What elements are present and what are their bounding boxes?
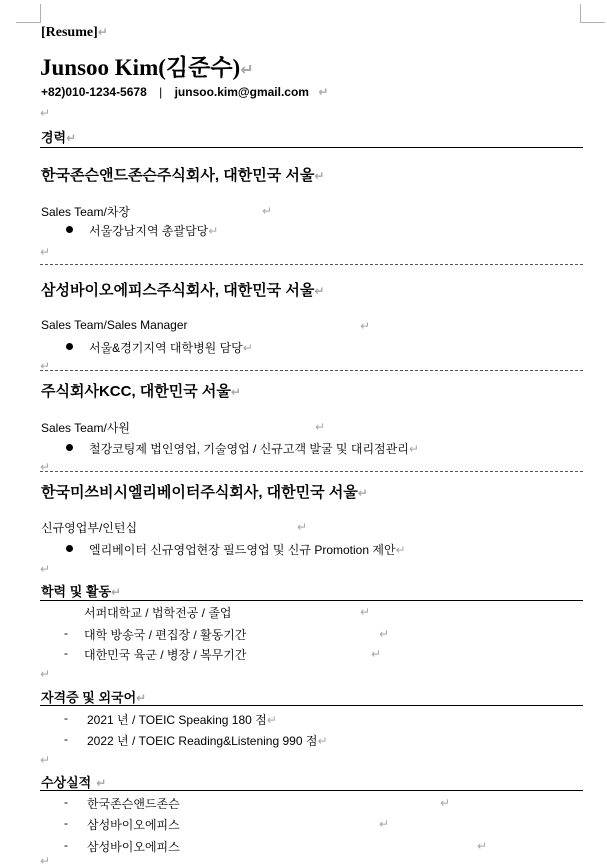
paragraph-mark: ↵: [40, 854, 51, 868]
section-title-career: [41, 127, 76, 146]
company-name-text: 한국미쓰비시엘리베이터주식회사, 대한민국 서울: [41, 484, 358, 501]
dash-marker: -: [64, 732, 68, 746]
paragraph-mark: ↵: [40, 667, 51, 681]
job-duty-text: 엘리베이터 신규영업현장 필드영업 및 신규 Promotion 제안: [89, 543, 396, 557]
paragraph-mark: ↵: [314, 169, 325, 183]
company-name: [41, 481, 368, 502]
company-name: [41, 279, 324, 300]
job-role: Sales Team/차장: [41, 205, 130, 219]
paragraph-mark: ↵: [240, 60, 254, 79]
resume-tag: [41, 25, 108, 41]
paragraph-mark: ↵: [40, 245, 51, 259]
corner-mark-top-left: [16, 4, 41, 23]
paragraph-mark: ↵: [440, 796, 451, 810]
dash-marker: -: [64, 838, 68, 852]
dash-marker: -: [64, 816, 68, 830]
paragraph-mark: ↵: [242, 341, 253, 355]
section-divider: [40, 471, 583, 472]
contact-separator: |: [159, 85, 163, 99]
paragraph-mark: ↵: [477, 839, 488, 853]
paragraph-mark: ↵: [40, 460, 51, 474]
paragraph-mark: ↵: [395, 543, 406, 557]
section-title-education: [41, 581, 121, 600]
paragraph-mark: ↵: [230, 385, 241, 399]
job-role: 신규영업부/인턴십: [41, 521, 138, 535]
education-item: 대한민국 육군 / 병장 / 복무기간: [84, 648, 247, 662]
dash-marker: -: [64, 626, 68, 640]
paragraph-mark: ↵: [266, 713, 277, 727]
job-duty-text: 서울&경기지역 대학병원 담당: [89, 341, 243, 355]
section-title-certs-text: 자격증 및 외국어: [41, 690, 137, 705]
paragraph-mark: ↵: [66, 131, 77, 145]
cert-item-text: 2021 년 / TOEIC Speaking 180 점: [87, 713, 267, 727]
resume-tag-text: [Resume]: [41, 25, 98, 40]
section-title-certs: [41, 687, 146, 706]
dash-marker: -: [64, 795, 68, 809]
section-rule: [40, 790, 583, 791]
contact-line: [41, 85, 328, 99]
section-divider: [40, 370, 583, 371]
paragraph-mark: ↵: [314, 284, 325, 298]
job-duty: [89, 339, 253, 356]
paragraph-mark: ↵: [357, 486, 368, 500]
award-item: 삼성바이오에피스: [87, 818, 180, 832]
paragraph-mark: ↵: [40, 106, 51, 120]
company-name-text: 한국존슨앤드존슨주식회사, 대한민국 서울: [41, 167, 315, 184]
award-item: 한국존슨앤드존슨: [87, 797, 180, 811]
corner-mark-top-right: [580, 4, 605, 23]
bullet-icon: [66, 545, 73, 552]
bullet-icon: [66, 343, 73, 350]
section-title-education-text: 학력 및 활동: [41, 584, 112, 599]
bullet-icon: [66, 444, 73, 451]
paragraph-mark: ↵: [40, 562, 51, 576]
paragraph-mark: ↵: [40, 359, 51, 373]
dash-marker: -: [64, 711, 68, 725]
paragraph-mark: ↵: [136, 691, 147, 705]
job-duty-text: 서울강남지역 총괄담당: [89, 224, 209, 238]
job-duty: [89, 440, 419, 457]
section-title-awards: [41, 772, 106, 791]
dash-marker: -: [64, 646, 68, 660]
job-duty: [89, 541, 406, 558]
paragraph-mark: ↵: [371, 647, 382, 661]
company-name-text: 주식회사KCC, 대한민국 서울: [41, 383, 231, 400]
bullet-icon: [66, 226, 73, 233]
paragraph-mark: ↵: [111, 585, 122, 599]
paragraph-mark: ↵: [360, 319, 371, 333]
job-duty-text: 철강코팅제 법인영업, 기술영업 / 신규고객 발굴 및 대리점관리: [89, 442, 409, 456]
section-title-awards-text: 수상실적: [41, 775, 92, 790]
paragraph-mark: ↵: [408, 442, 419, 456]
paragraph-mark: ↵: [315, 420, 326, 434]
paragraph-mark: ↵: [379, 627, 390, 641]
paragraph-mark: ↵: [360, 605, 371, 619]
section-rule: [40, 147, 583, 148]
company-name-text: 삼성바이오에피스주식회사, 대한민국 서울: [41, 282, 315, 299]
paragraph-mark: ↵: [97, 25, 108, 39]
section-title-career-text: 경력: [41, 130, 67, 145]
section-rule: [40, 705, 583, 706]
company-name: [41, 164, 324, 185]
job-duty: [89, 222, 218, 239]
company-name: [41, 380, 241, 401]
award-item: 삼성바이오에피스: [87, 840, 180, 854]
paragraph-mark: ↵: [297, 520, 308, 534]
job-role: Sales Team/사원: [41, 421, 130, 435]
paragraph-mark: ↵: [318, 85, 329, 99]
education-item: 서퍼대학교 / 법학전공 / 졸업: [84, 606, 232, 620]
cert-item-text: 2022 년 / TOEIC Reading&Listening 990 점: [87, 734, 318, 748]
education-item: 대학 방송국 / 편집장 / 활동기간: [84, 628, 247, 642]
job-role: Sales Team/Sales Manager: [41, 318, 188, 332]
paragraph-mark: ↵: [96, 776, 107, 790]
paragraph-mark: ↵: [40, 753, 51, 767]
candidate-name: [40, 49, 254, 82]
section-rule: [40, 600, 583, 601]
paragraph-mark: ↵: [379, 817, 390, 831]
candidate-name-text: Junsoo Kim(김준수): [40, 55, 241, 80]
phone-number: +82)010-1234-5678: [41, 85, 147, 99]
paragraph-mark: ↵: [317, 734, 328, 748]
section-divider: [40, 264, 583, 265]
paragraph-mark: ↵: [208, 224, 219, 238]
cert-item: [87, 711, 277, 728]
paragraph-mark: ↵: [262, 204, 273, 218]
email-address: junsoo.kim@gmail.com: [174, 85, 309, 99]
cert-item: [87, 732, 328, 749]
